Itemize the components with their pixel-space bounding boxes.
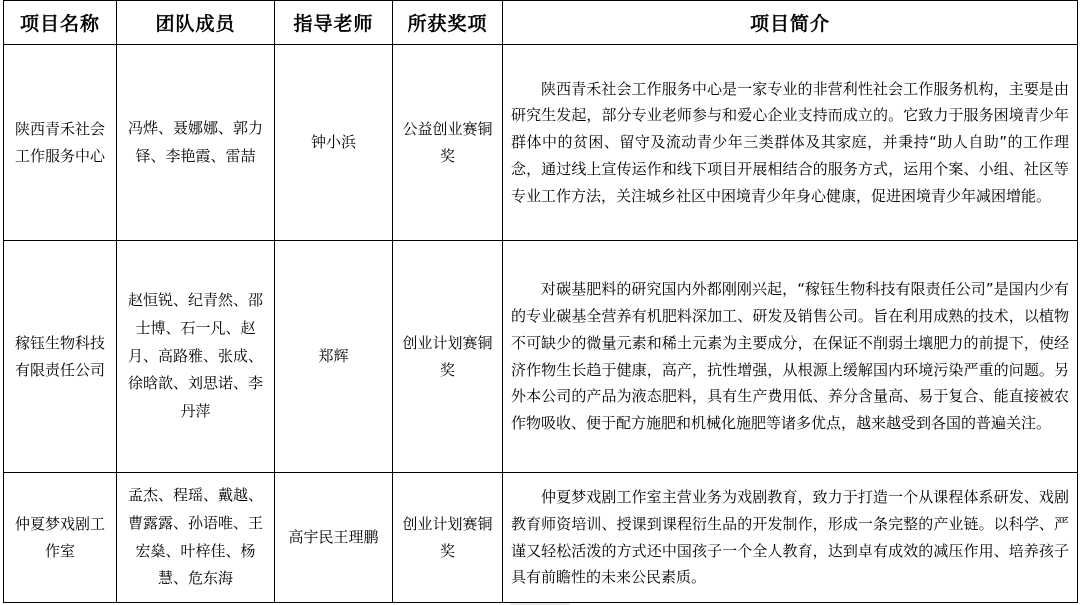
- description-text: 陕西青禾社会工作服务中心是一家专业的非营利性社会工作服务机构，主要是由研究生发起，部分专业老师参与和爱心企业支持而成立的。它致力于服务困境青少年群体中的贫困、留守及流动青少年三类群体及其家庭，并秉持“助人自助”的工作理念，通过线上宣传运作和线下项目开展相结合的服务方式，运用个案、小组、社区等专业工作方法，关注城乡社区中困境青少年身心健康，促进困境青少年减困增能。: [511, 79, 1069, 205]
- cell-project-name: 稼钰生物科技有限责任公司: [4, 241, 117, 473]
- column-header-advisor: 指导老师: [275, 1, 393, 45]
- cell-award: 创业计划赛铜奖: [393, 241, 503, 473]
- table-header-row: [4, 1, 1078, 45]
- cell-team-members: 赵恒锐、纪青然、邵士博、石一凡、赵月、高路雅、张成、徐晗歆、刘思诺、李丹萍: [117, 241, 275, 473]
- cell-award: 创业计划赛铜奖: [393, 473, 503, 603]
- cell-team-members: 孟杰、程瑶、戴越、曹露露、孙语唯、王宏燊、叶梓佳、杨慧、危东海: [117, 473, 275, 603]
- description-text: 仲夏梦戏剧工作室主营业务为戏剧教育，致力于打造一个从课程体系研发、戏剧教育师资培训、授课到课程衍生品的开发制作，形成一条完整的产业链。以科学、严谨又轻松活泼的方式还中国孩子一个全人教育，达到卓有成效的减压作用、培养孩子具有前瞻性的未来公民素质。: [511, 488, 1069, 587]
- project-table: [3, 0, 1078, 603]
- column-header-team-members: 团队成员: [117, 1, 275, 45]
- cell-description: [503, 45, 1078, 241]
- cell-team-members: 冯烨、聂娜娜、郭力铎、李艳霞、雷喆: [117, 45, 275, 241]
- cell-project-name: 陕西青禾社会工作服务中心: [4, 45, 117, 241]
- column-header-description: 项目简介: [503, 1, 1078, 45]
- cell-description: [503, 241, 1078, 473]
- description-text: 对碳基肥料的研究国内外都刚刚兴起，“稼钰生物科技有限责任公司”是国内少有的专业碳基全营养有机肥料深加工、研发及销售公司。旨在利用成熟的技术，以植物不可缺少的微量元素和稀土元素为主要成分，在保证不削弱土壤肥力的前提下，使经济作物生长趋于健康，高产，抗性增强，从根源上缓解国内环境污染严重的问题。另外本公司的产品为液态肥料，具有生产费用低、养分含量高、易于复合、能直接被农作物吸收、便于配方施肥和机械化施肥等诸多优点，越来越受到各国的普遍关注。: [511, 280, 1069, 432]
- table-row: [4, 473, 1078, 603]
- cell-advisor: 钟小浜: [275, 45, 393, 241]
- table-row: [4, 45, 1078, 241]
- cell-description: [503, 473, 1078, 603]
- column-header-project-name: 项目名称: [4, 1, 117, 45]
- cell-project-name: 仲夏梦戏剧工作室: [4, 473, 117, 603]
- cell-award: 公益创业赛铜奖: [393, 45, 503, 241]
- cell-advisor: 高宇民王理鹏: [275, 473, 393, 603]
- table-row: [4, 241, 1078, 473]
- cell-advisor: 郑辉: [275, 241, 393, 473]
- column-header-award: 所获奖项: [393, 1, 503, 45]
